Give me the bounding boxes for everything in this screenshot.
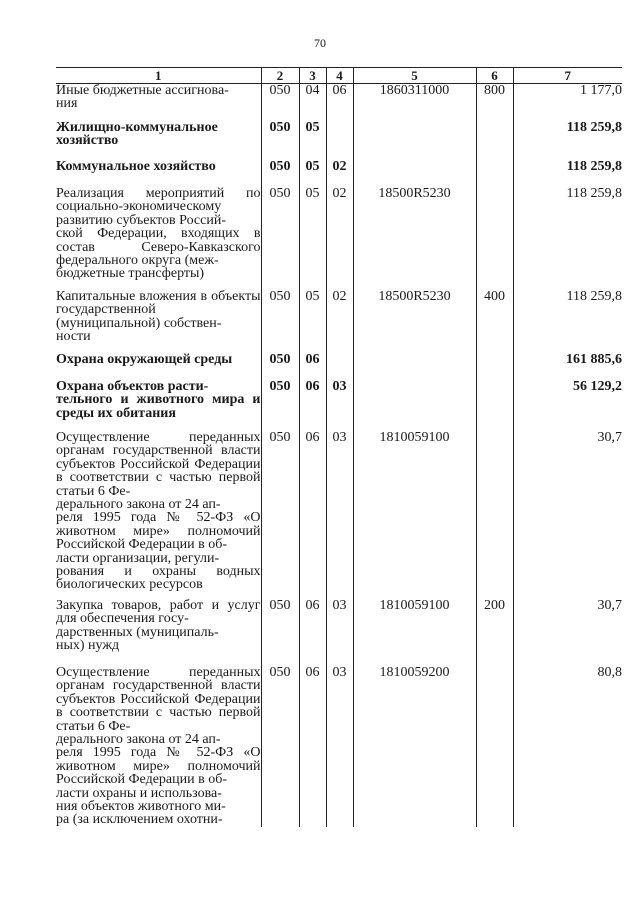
column-header: 3 xyxy=(299,68,326,84)
subsection-code: 03 xyxy=(326,431,353,599)
table-row xyxy=(56,84,622,122)
ministry-code: 050 xyxy=(261,290,299,353)
target-article-code: 1810059100 xyxy=(353,431,476,599)
expense-type-code: 400 xyxy=(476,290,513,353)
amount: 118 259,8 xyxy=(513,290,622,353)
table-row xyxy=(56,380,622,431)
subsection-code: 02 xyxy=(326,160,353,187)
expense-type-code xyxy=(476,380,513,431)
table-row xyxy=(56,431,622,599)
section-code: 05 xyxy=(299,121,326,160)
expense-type-code xyxy=(476,353,513,380)
table-header-row xyxy=(56,68,622,84)
ministry-code: 050 xyxy=(261,666,299,827)
target-article-code: 18500R5230 xyxy=(353,187,476,290)
amount: 118 259,8 xyxy=(513,160,622,187)
expense-type-code: 800 xyxy=(476,84,513,122)
subsection-code: 03 xyxy=(326,599,353,666)
table-row xyxy=(56,160,622,187)
ministry-code: 050 xyxy=(261,121,299,160)
item-name: Осуществление переданных органам государственной власти субъектов Российской Федерации в соответствии с частью первой статьи 6 Фе- дерального закона от 24 ап- реля 1995 года № 52-ФЗ «О животном мире» полномочий Российской Федерации в об- ласти организации, регули- рования и охраны водных биологических ресурсов xyxy=(56,430,261,593)
column-header: 7 xyxy=(513,68,622,84)
section-code: 05 xyxy=(299,160,326,187)
item-name: Реализация мероприятий по социально-экономическому развитию субъектов Россий- ской Федерации, входящих в состав Северо-Кавказского федерального округа (меж- бюджетные трансферты) xyxy=(56,186,261,282)
amount: 56 129,2 xyxy=(513,380,622,431)
expense-type-code xyxy=(476,160,513,187)
subsection-code: 02 xyxy=(326,290,353,353)
column-header: 6 xyxy=(476,68,513,84)
ministry-code: 050 xyxy=(261,160,299,187)
table-row xyxy=(56,121,622,160)
amount: 80,8 xyxy=(513,666,622,827)
item-name: Коммунальное хозяйство xyxy=(56,159,216,174)
ministry-code: 050 xyxy=(261,353,299,380)
section-code: 05 xyxy=(299,290,326,353)
section-code: 06 xyxy=(299,431,326,599)
item-name: Охрана объектов расти- тельного и животного мира и среды их обитания xyxy=(56,379,261,421)
subsection-code xyxy=(326,353,353,380)
section-code: 06 xyxy=(299,380,326,431)
column-header: 2 xyxy=(261,68,299,84)
subsection-code xyxy=(326,121,353,160)
amount: 30,7 xyxy=(513,431,622,599)
expense-type-code: 200 xyxy=(476,599,513,666)
section-code: 06 xyxy=(299,666,326,827)
ministry-code: 050 xyxy=(261,431,299,599)
column-header: 5 xyxy=(353,68,476,84)
amount: 118 259,8 xyxy=(513,121,622,160)
target-article-code: 1810059100 xyxy=(353,599,476,666)
amount: 1 177,0 xyxy=(513,84,622,122)
column-header: 1 xyxy=(56,68,261,84)
table-row xyxy=(56,290,622,353)
section-code: 06 xyxy=(299,353,326,380)
item-name: Иные бюджетные ассигнова- ния xyxy=(56,83,229,112)
item-name: Капитальные вложения в объекты государственной (муниципальной) собствен- ности xyxy=(56,289,261,345)
item-name: Жилищно-коммунальное хозяйство xyxy=(56,120,218,149)
ministry-code: 050 xyxy=(261,84,299,122)
expense-type-code xyxy=(476,431,513,599)
target-article-code: 18500R5230 xyxy=(353,290,476,353)
budget-table xyxy=(56,67,622,827)
table-row xyxy=(56,666,622,827)
column-header: 4 xyxy=(326,68,353,84)
target-article-code xyxy=(353,380,476,431)
section-code: 06 xyxy=(299,599,326,666)
table-row xyxy=(56,353,622,380)
table-row xyxy=(56,187,622,290)
item-name: Осуществление переданных органам государственной власти субъектов Российской Федерации в соответствии с частью первой статьи 6 Фе- дерального закона от 24 ап- реля 1995 года № 52-ФЗ «О животном мире» полномочий Российской Федерации в об- ласти охраны и использова- ния объектов животного ми- ра (за исключением охотни- xyxy=(56,665,261,828)
subsection-code: 03 xyxy=(326,380,353,431)
target-article-code: 1810059200 xyxy=(353,666,476,827)
target-article-code xyxy=(353,353,476,380)
section-code: 04 xyxy=(299,84,326,122)
page-number: 70 xyxy=(314,36,326,50)
section-code: 05 xyxy=(299,187,326,290)
ministry-code: 050 xyxy=(261,599,299,666)
target-article-code: 1860311000 xyxy=(353,84,476,122)
amount: 161 885,6 xyxy=(513,353,622,380)
subsection-code: 06 xyxy=(326,84,353,122)
table-row xyxy=(56,599,622,666)
expense-type-code xyxy=(476,666,513,827)
ministry-code: 050 xyxy=(261,380,299,431)
subsection-code: 03 xyxy=(326,666,353,827)
expense-type-code xyxy=(476,121,513,160)
item-name: Охрана окружающей среды xyxy=(56,352,233,367)
expense-type-code xyxy=(476,187,513,290)
target-article-code xyxy=(353,160,476,187)
item-name: Закупка товаров, работ и услуг для обеспечения госу- дарственных (муниципаль- ных) нужд xyxy=(56,598,261,654)
target-article-code xyxy=(353,121,476,160)
ministry-code: 050 xyxy=(261,187,299,290)
subsection-code: 02 xyxy=(326,187,353,290)
amount: 118 259,8 xyxy=(513,187,622,290)
amount: 30,7 xyxy=(513,599,622,666)
